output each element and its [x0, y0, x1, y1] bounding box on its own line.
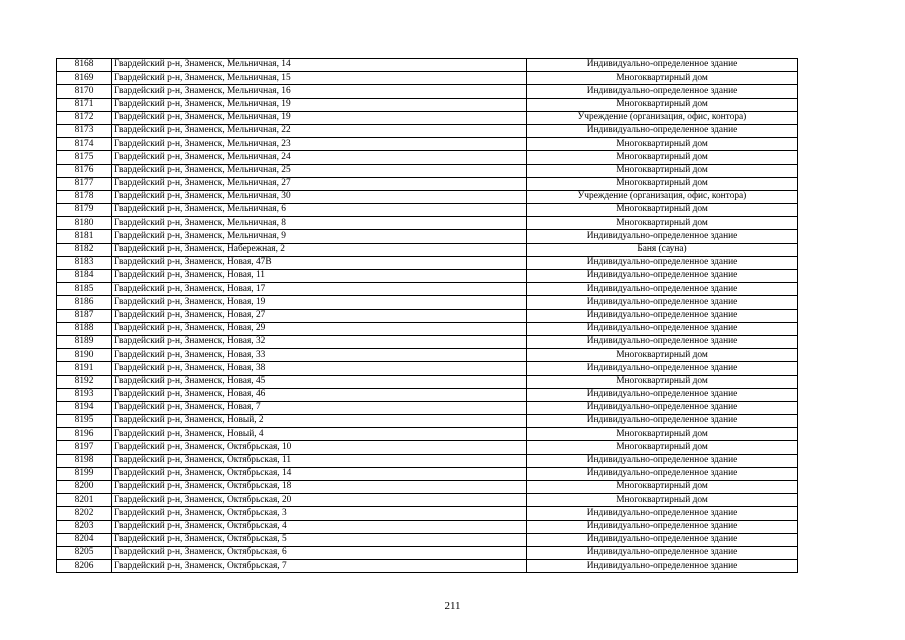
object-type-cell: Многоквартирный дом [527, 217, 798, 230]
address-cell: Гвардейский р-н, Знаменск, Октябрьская, 10 [112, 441, 527, 454]
address-cell: Гвардейский р-н, Знаменск, Новая, 29 [112, 322, 527, 335]
object-type-cell: Индивидуально-определенное здание [527, 401, 798, 414]
address-cell: Гвардейский р-н, Знаменск, Мельничная, 15 [112, 72, 527, 85]
table-row [57, 546, 798, 559]
table-row [57, 362, 798, 375]
address-cell: Гвардейский р-н, Знаменск, Новая, 46 [112, 388, 527, 401]
object-type-cell: Индивидуально-определенное здание [527, 283, 798, 296]
object-type-cell: Многоквартирный дом [527, 177, 798, 190]
table-row [57, 415, 798, 428]
table-row [57, 467, 798, 480]
table-row [57, 428, 798, 441]
row-number-cell: 8192 [57, 375, 112, 388]
address-cell: Гвардейский р-н, Знаменск, Мельничная, 25 [112, 164, 527, 177]
address-cell: Гвардейский р-н, Знаменск, Новая, 19 [112, 296, 527, 309]
address-cell: Гвардейский р-н, Знаменск, Новая, 45 [112, 375, 527, 388]
address-cell: Гвардейский р-н, Знаменск, Новая, 11 [112, 270, 527, 283]
registry-table-body [57, 59, 798, 573]
address-cell: Гвардейский р-н, Знаменск, Октябрьская, 6 [112, 546, 527, 559]
object-type-cell: Многоквартирный дом [527, 375, 798, 388]
address-cell: Гвардейский р-н, Знаменск, Новая, 32 [112, 335, 527, 348]
row-number-cell: 8182 [57, 243, 112, 256]
object-type-cell: Индивидуально-определенное здание [527, 256, 798, 269]
address-cell: Гвардейский р-н, Знаменск, Мельничная, 19 [112, 111, 527, 124]
object-type-cell: Индивидуально-определенное здание [527, 124, 798, 137]
address-cell: Гвардейский р-н, Знаменск, Набережная, 2 [112, 243, 527, 256]
address-cell: Гвардейский р-н, Знаменск, Мельничная, 19 [112, 98, 527, 111]
object-type-cell: Многоквартирный дом [527, 441, 798, 454]
table-row [57, 560, 798, 573]
row-number-cell: 8191 [57, 362, 112, 375]
table-row [57, 98, 798, 111]
table-row [57, 85, 798, 98]
row-number-cell: 8203 [57, 520, 112, 533]
table-row [57, 375, 798, 388]
row-number-cell: 8175 [57, 151, 112, 164]
table-row [57, 481, 798, 494]
table-row [57, 401, 798, 414]
address-cell: Гвардейский р-н, Знаменск, Новая, 33 [112, 349, 527, 362]
table-row [57, 164, 798, 177]
address-cell: Гвардейский р-н, Знаменск, Октябрьская, 20 [112, 494, 527, 507]
row-number-cell: 8168 [57, 59, 112, 72]
row-number-cell: 8180 [57, 217, 112, 230]
row-number-cell: 8204 [57, 533, 112, 546]
row-number-cell: 8202 [57, 507, 112, 520]
table-row [57, 177, 798, 190]
table-row [57, 111, 798, 124]
object-type-cell: Индивидуально-определенное здание [527, 520, 798, 533]
table-row [57, 296, 798, 309]
row-number-cell: 8206 [57, 560, 112, 573]
address-cell: Гвардейский р-н, Знаменск, Октябрьская, 18 [112, 481, 527, 494]
table-row [57, 283, 798, 296]
page-number: 211 [444, 600, 461, 612]
table-row [57, 520, 798, 533]
row-number-cell: 8186 [57, 296, 112, 309]
object-type-cell: Многоквартирный дом [527, 204, 798, 217]
row-number-cell: 8193 [57, 388, 112, 401]
table-row [57, 230, 798, 243]
row-number-cell: 8195 [57, 415, 112, 428]
object-type-cell: Индивидуально-определенное здание [527, 388, 798, 401]
address-cell: Гвардейский р-н, Знаменск, Новая, 47В [112, 256, 527, 269]
row-number-cell: 8200 [57, 481, 112, 494]
object-type-cell: Многоквартирный дом [527, 481, 798, 494]
table-row [57, 533, 798, 546]
row-number-cell: 8189 [57, 335, 112, 348]
table-row [57, 256, 798, 269]
table-row [57, 335, 798, 348]
object-type-cell: Многоквартирный дом [527, 72, 798, 85]
row-number-cell: 8187 [57, 309, 112, 322]
table-row [57, 151, 798, 164]
table-row [57, 349, 798, 362]
object-type-cell: Индивидуально-определенное здание [527, 454, 798, 467]
address-cell: Гвардейский р-н, Знаменск, Октябрьская, 7 [112, 560, 527, 573]
table-row [57, 309, 798, 322]
table-row [57, 204, 798, 217]
row-number-cell: 8194 [57, 401, 112, 414]
object-type-cell: Многоквартирный дом [527, 138, 798, 151]
object-type-cell: Индивидуально-определенное здание [527, 335, 798, 348]
address-cell: Гвардейский р-н, Знаменск, Новый, 2 [112, 415, 527, 428]
address-cell: Гвардейский р-н, Знаменск, Новая, 38 [112, 362, 527, 375]
object-type-cell: Учреждение (организация, офис, контора) [527, 111, 798, 124]
table-row [57, 454, 798, 467]
object-type-cell: Индивидуально-определенное здание [527, 467, 798, 480]
row-number-cell: 8201 [57, 494, 112, 507]
address-cell: Гвардейский р-н, Знаменск, Мельничная, 16 [112, 85, 527, 98]
address-cell: Гвардейский р-н, Знаменск, Новая, 27 [112, 309, 527, 322]
row-number-cell: 8190 [57, 349, 112, 362]
table-row [57, 138, 798, 151]
address-cell: Гвардейский р-н, Знаменск, Октябрьская, 11 [112, 454, 527, 467]
row-number-cell: 8188 [57, 322, 112, 335]
object-type-cell: Индивидуально-определенное здание [527, 296, 798, 309]
row-number-cell: 8199 [57, 467, 112, 480]
object-type-cell: Индивидуально-определенное здание [527, 362, 798, 375]
object-type-cell: Индивидуально-определенное здание [527, 415, 798, 428]
object-type-cell: Индивидуально-определенное здание [527, 309, 798, 322]
object-type-cell: Индивидуально-определенное здание [527, 85, 798, 98]
table-row [57, 217, 798, 230]
object-type-cell: Многоквартирный дом [527, 428, 798, 441]
object-type-cell: Многоквартирный дом [527, 151, 798, 164]
object-type-cell: Индивидуально-определенное здание [527, 560, 798, 573]
row-number-cell: 8179 [57, 204, 112, 217]
address-cell: Гвардейский р-н, Знаменск, Октябрьская, 3 [112, 507, 527, 520]
table-row [57, 494, 798, 507]
row-number-cell: 8197 [57, 441, 112, 454]
address-cell: Гвардейский р-н, Знаменск, Мельничная, 30 [112, 190, 527, 203]
row-number-cell: 8198 [57, 454, 112, 467]
object-type-cell: Учреждение (организация, офис, контора) [527, 190, 798, 203]
object-type-cell: Многоквартирный дом [527, 349, 798, 362]
table-row [57, 388, 798, 401]
object-type-cell: Индивидуально-определенное здание [527, 507, 798, 520]
row-number-cell: 8177 [57, 177, 112, 190]
row-number-cell: 8181 [57, 230, 112, 243]
table-row [57, 72, 798, 85]
table-row [57, 507, 798, 520]
row-number-cell: 8173 [57, 124, 112, 137]
address-cell: Гвардейский р-н, Знаменск, Мельничная, 23 [112, 138, 527, 151]
object-type-cell: Индивидуально-определенное здание [527, 322, 798, 335]
address-cell: Гвардейский р-н, Знаменск, Новая, 7 [112, 401, 527, 414]
object-type-cell: Индивидуально-определенное здание [527, 230, 798, 243]
address-cell: Гвардейский р-н, Знаменск, Мельничная, 6 [112, 204, 527, 217]
table-row [57, 243, 798, 256]
row-number-cell: 8184 [57, 270, 112, 283]
row-number-cell: 8170 [57, 85, 112, 98]
address-cell: Гвардейский р-н, Знаменск, Новая, 17 [112, 283, 527, 296]
object-type-cell: Баня (сауна) [527, 243, 798, 256]
row-number-cell: 8169 [57, 72, 112, 85]
address-cell: Гвардейский р-н, Знаменск, Октябрьская, 4 [112, 520, 527, 533]
table-row [57, 59, 798, 72]
address-cell: Гвардейский р-н, Знаменск, Мельничная, 8 [112, 217, 527, 230]
object-type-cell: Многоквартирный дом [527, 164, 798, 177]
address-cell: Гвардейский р-н, Знаменск, Октябрьская, 14 [112, 467, 527, 480]
table-row [57, 190, 798, 203]
table-row [57, 124, 798, 137]
object-type-cell: Индивидуально-определенное здание [527, 546, 798, 559]
row-number-cell: 8178 [57, 190, 112, 203]
address-cell: Гвардейский р-н, Знаменск, Октябрьская, 5 [112, 533, 527, 546]
row-number-cell: 8172 [57, 111, 112, 124]
registry-table [56, 58, 798, 573]
object-type-cell: Индивидуально-определенное здание [527, 59, 798, 72]
row-number-cell: 8205 [57, 546, 112, 559]
address-cell: Гвардейский р-н, Знаменск, Новый, 4 [112, 428, 527, 441]
address-cell: Гвардейский р-н, Знаменск, Мельничная, 22 [112, 124, 527, 137]
object-type-cell: Многоквартирный дом [527, 494, 798, 507]
table-row [57, 270, 798, 283]
address-cell: Гвардейский р-н, Знаменск, Мельничная, 27 [112, 177, 527, 190]
table-row [57, 322, 798, 335]
table-row [57, 441, 798, 454]
row-number-cell: 8174 [57, 138, 112, 151]
address-cell: Гвардейский р-н, Знаменск, Мельничная, 14 [112, 59, 527, 72]
row-number-cell: 8185 [57, 283, 112, 296]
object-type-cell: Многоквартирный дом [527, 98, 798, 111]
row-number-cell: 8171 [57, 98, 112, 111]
object-type-cell: Индивидуально-определенное здание [527, 533, 798, 546]
address-cell: Гвардейский р-н, Знаменск, Мельничная, 24 [112, 151, 527, 164]
object-type-cell: Индивидуально-определенное здание [527, 270, 798, 283]
row-number-cell: 8183 [57, 256, 112, 269]
address-cell: Гвардейский р-н, Знаменск, Мельничная, 9 [112, 230, 527, 243]
row-number-cell: 8176 [57, 164, 112, 177]
row-number-cell: 8196 [57, 428, 112, 441]
